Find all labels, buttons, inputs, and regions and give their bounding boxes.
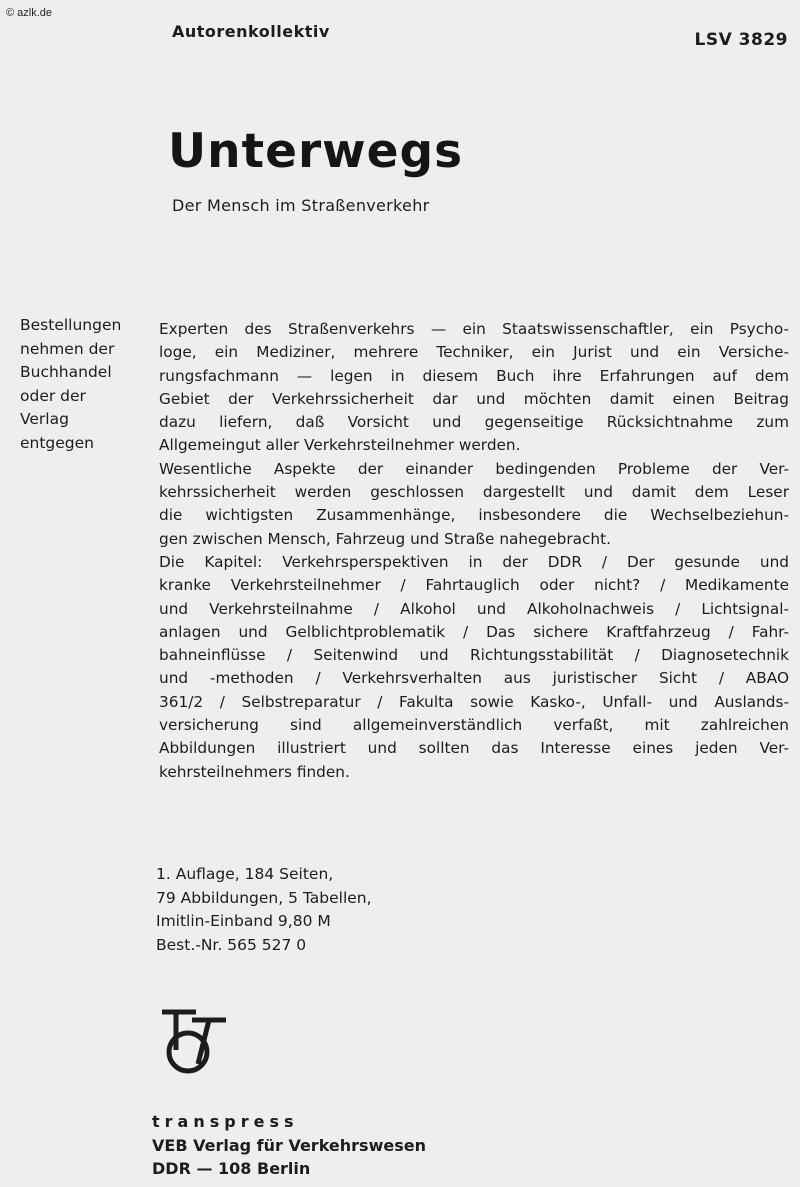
description-line: kranke Verkehrsteilnehmer / Fahrtauglich oder nicht? / Medikamente [159, 576, 789, 595]
description-line: und -methoden / Verkehrsverhalten aus juristischer Sicht / ABAO [159, 669, 789, 688]
catalog-code: LSV 3829 [694, 30, 788, 50]
order-note-line: oder der [20, 386, 86, 405]
description-line: Allgemeingut aller Verkehrsteilnehmer werden. [159, 436, 521, 455]
pub-info-line: Imitlin-Einband 9,80 M [156, 912, 331, 931]
description-line: die wichtigsten Zusammenhänge, insbesondere die Wechselbeziehun- [159, 506, 789, 525]
description-line: und Verkehrsteilnahme / Alkohol und Alkoholnachweis / Lichtsignal- [159, 599, 789, 618]
order-note-line: Buchhandel [20, 363, 112, 381]
publication-info [156, 863, 372, 958]
pub-info-line: Best.-Nr. 565 527 0 [156, 936, 307, 955]
description-line: loge, ein Mediziner, mehrere Techniker, ein Jurist und ein Versiche- [159, 343, 789, 362]
description-line: Experten des Straßenverkehrs — ein Staatswissenschaftler, ein Psycho- [159, 320, 789, 338]
description-line: Die Kapitel: Verkehrsperspektiven in der DDR / Der gesunde und [159, 552, 789, 571]
order-note-line: Verlag [20, 410, 69, 428]
description-line: kehrsteilnehmers finden. [159, 762, 350, 781]
watermark: © azlk.de [6, 7, 53, 19]
publisher-address: DDR — 108 Berlin [152, 1159, 311, 1178]
publisher-block [152, 1110, 426, 1181]
description-line: versicherung sind allgemeinverständlich verfaßt, mit zahlreichen [159, 716, 789, 735]
authors-label: Autorenkollektiv [172, 22, 330, 41]
description-line: rungsfachmann — legen in diesem Buch ihre Erfahrungen auf dem [159, 366, 789, 385]
description [159, 318, 789, 784]
order-note-line: entgegen [20, 433, 95, 452]
description-line: Gebiet der Verkehrssicherheit dar und möchten damit einen Beitrag [159, 389, 789, 408]
order-note [20, 314, 142, 455]
description-line: Wesentliche Aspekte der einander bedingenden Probleme der Ver- [159, 459, 789, 478]
description-line: anlagen und Gelblichtproblematik / Das sichere Kraftfahrzeug / Fahr- [159, 622, 789, 641]
pub-info-line: 79 Abbildungen, 5 Tabellen, [156, 888, 372, 907]
description-line: bahneinflüsse / Seitenwind und Richtungsstabilität / Diagnosetechnik [159, 646, 789, 665]
description-line: dazu liefern, daß Vorsicht und gegenseitige Rücksichtnahme zum [159, 413, 789, 432]
book-title: Unterwegs [168, 124, 464, 179]
description-line: gen zwischen Mensch, Fahrzeug und Straße nahegebracht. [159, 529, 611, 548]
publisher-fullname: VEB Verlag für Verkehrswesen [152, 1135, 426, 1155]
order-note-line: nehmen der [20, 339, 115, 358]
book-subtitle: Der Mensch im Straßenverkehr [172, 196, 430, 215]
order-note-line: Bestellungen [20, 316, 122, 334]
description-line: 361/2 / Selbstreparatur / Fakulta sowie Kasko-, Unfall- und Auslands- [159, 692, 789, 711]
description-line: Abbildungen illustriert und sollten das Interesse eines jeden Ver- [159, 739, 789, 758]
description-line: kehrssicherheit werden geschlossen dargestellt und damit dem Leser [159, 483, 789, 502]
pub-info-line: 1. Auflage, 184 Seiten, [156, 865, 334, 883]
publisher-logo-icon [158, 1006, 230, 1076]
publisher-name: transpress [152, 1112, 299, 1131]
